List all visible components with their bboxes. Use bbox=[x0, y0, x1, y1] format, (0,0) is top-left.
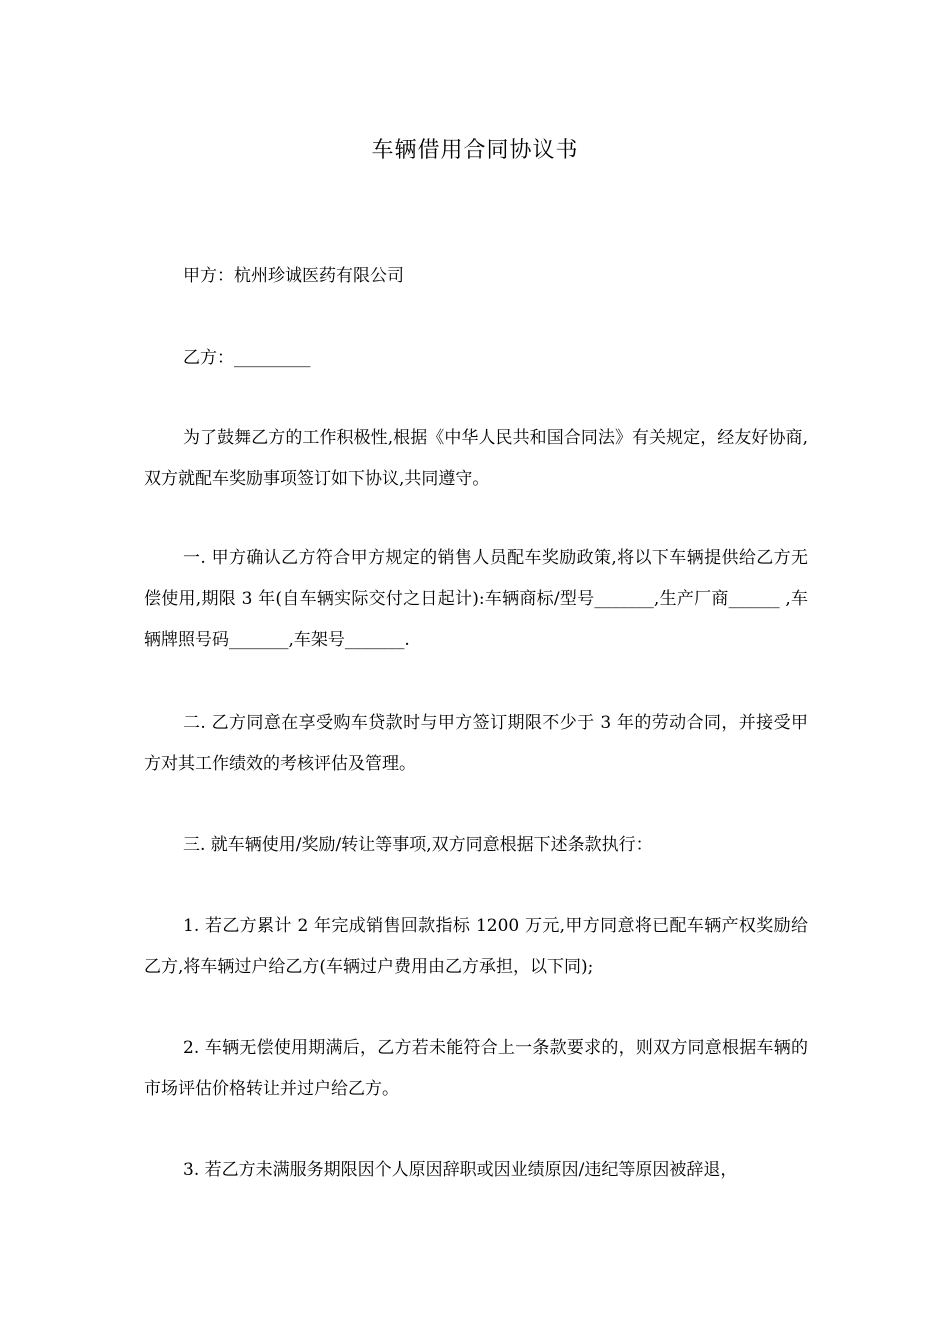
clause-2-paragraph: 2. 车辆无偿使用期满后，乙方若未能符合上一条款要求的，则双方同意根据车辆的市场评估价格转让并过户给乙方。 bbox=[144, 1038, 808, 1099]
section-2-paragraph: 二. 乙方同意在享受购车贷款时与甲方签订期限不少于 3 年的劳动合同，并接受甲方对其工作绩效的考核评估及管理。 bbox=[144, 713, 808, 774]
party-a-line: 甲方：杭州珍诚医药有限公司 bbox=[183, 266, 404, 286]
section-3-paragraph: 三. 就车辆使用/奖励/转让等事项,双方同意根据下述条款执行： bbox=[183, 835, 653, 855]
party-b-line: 乙方：_________ bbox=[183, 348, 311, 368]
document-title: 车辆借用合同协议书 bbox=[371, 138, 579, 163]
intro-paragraph: 为了鼓舞乙方的工作积极性,根据《中华人民共和国合同法》有关规定，经友好协商,双方就配车奖励事项签订如下协议,共同遵守。 bbox=[144, 428, 808, 489]
clause-1-paragraph: 1. 若乙方累计 2 年完成销售回款指标 1200 万元,甲方同意将已配车辆产权奖励给乙方,将车辆过户给乙方(车辆过户费用由乙方承担，以下同); bbox=[144, 916, 808, 977]
section-1-paragraph: 一. 甲方确认乙方符合甲方规定的销售人员配车奖励政策,将以下车辆提供给乙方无偿使用,期限 3 年(自车辆实际交付之日起计):车辆商标/型号_______,生产厂商______ ,车辆牌照号码_______,车架号_______. bbox=[144, 548, 808, 650]
clause-3-paragraph: 3. 若乙方未满服务期限因个人原因辞职或因业绩原因/违纪等原因被辞退， bbox=[183, 1160, 738, 1180]
